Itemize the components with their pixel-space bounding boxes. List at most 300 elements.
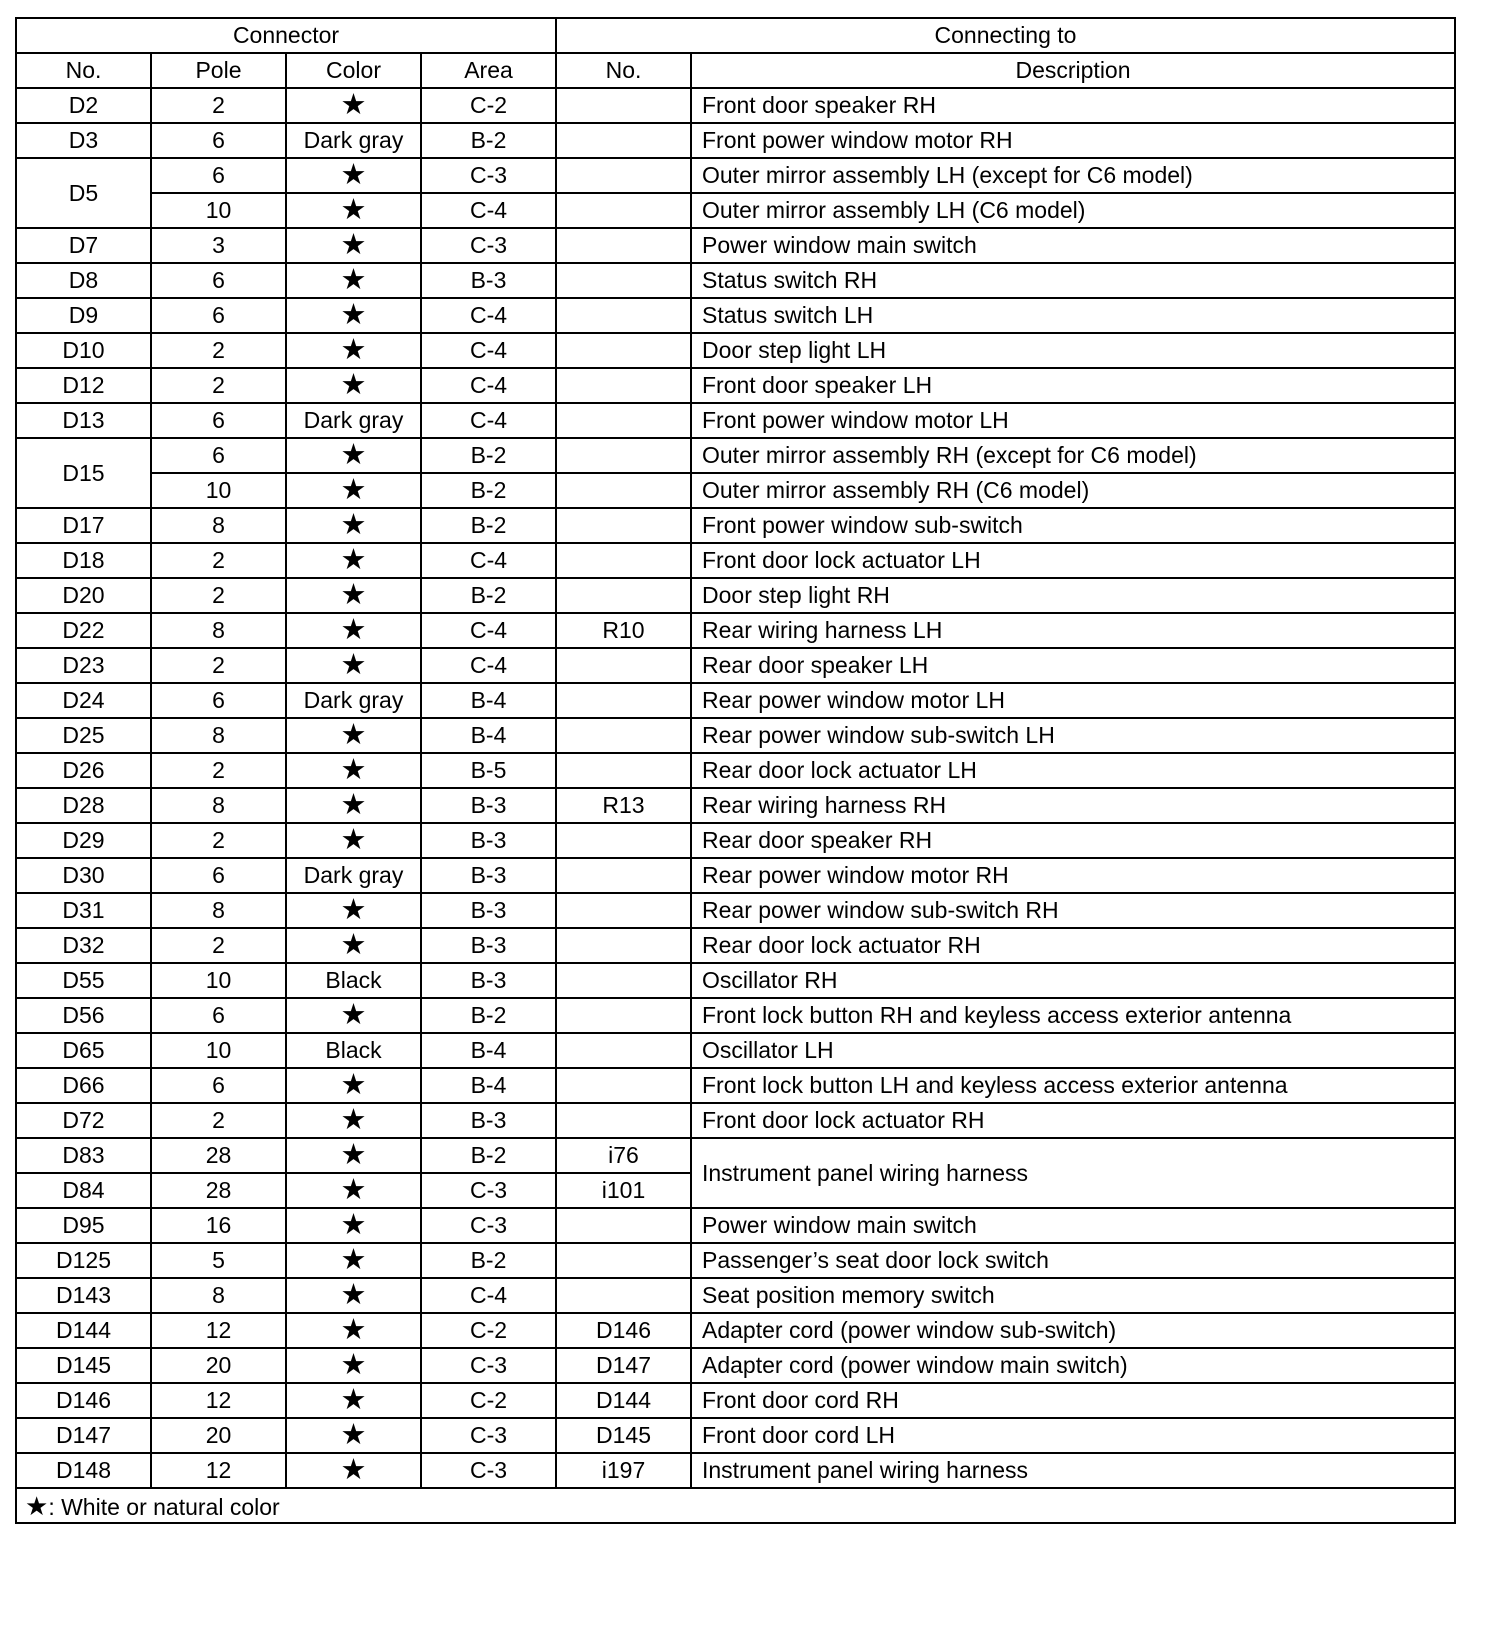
description-cell: Front power window motor LH	[691, 403, 1455, 438]
connector-no-cell: D28	[16, 788, 151, 823]
connector-no-cell: D22	[16, 613, 151, 648]
star-icon: ★	[340, 1174, 367, 1206]
star-icon: ★	[340, 474, 367, 506]
connecting-no-cell: D146	[556, 1313, 691, 1348]
connecting-no-cell	[556, 858, 691, 893]
star-icon: ★	[340, 1279, 367, 1311]
table-row	[16, 403, 1455, 438]
description-cell: Rear wiring harness LH	[691, 613, 1455, 648]
star-icon: ★	[340, 929, 367, 961]
connecting-no-cell	[556, 193, 691, 228]
pole-cell: 6	[151, 403, 286, 438]
star-icon: ★	[25, 1490, 49, 1521]
table-row	[16, 753, 1455, 788]
connector-no-cell: D83	[16, 1138, 151, 1173]
connecting-no-cell	[556, 228, 691, 263]
table-row	[16, 1383, 1455, 1418]
connecting-no-cell	[556, 893, 691, 928]
pole-cell: 2	[151, 648, 286, 683]
color-cell: Dark gray	[286, 403, 421, 438]
description-cell: Seat position memory switch	[691, 1278, 1455, 1313]
table-row	[16, 193, 1455, 228]
star-icon: ★	[340, 509, 367, 541]
area-cell: B-2	[421, 998, 556, 1033]
color-cell	[286, 1173, 421, 1208]
pole-cell: 10	[151, 473, 286, 508]
connector-no-cell: D145	[16, 1348, 151, 1383]
star-icon: ★	[340, 334, 367, 366]
connector-no-cell: D84	[16, 1173, 151, 1208]
area-cell: C-3	[421, 228, 556, 263]
connecting-no-cell	[556, 1278, 691, 1313]
color-cell	[286, 193, 421, 228]
table-row	[16, 613, 1455, 648]
area-cell: B-2	[421, 1243, 556, 1278]
pole-cell: 3	[151, 228, 286, 263]
description-cell: Adapter cord (power window sub-switch)	[691, 1313, 1455, 1348]
connector-no-cell: D125	[16, 1243, 151, 1278]
star-icon: ★	[340, 1244, 367, 1276]
color-cell	[286, 158, 421, 193]
star-icon: ★	[340, 1419, 367, 1451]
area-cell: C-3	[421, 1418, 556, 1453]
area-cell: B-4	[421, 1068, 556, 1103]
connector-no-cell: D65	[16, 1033, 151, 1068]
description-cell: Power window main switch	[691, 1208, 1455, 1243]
area-cell: C-4	[421, 613, 556, 648]
description-cell: Passenger’s seat door lock switch	[691, 1243, 1455, 1278]
connector-no-cell: D143	[16, 1278, 151, 1313]
area-cell: C-4	[421, 333, 556, 368]
star-icon: ★	[340, 544, 367, 576]
area-cell: C-3	[421, 1348, 556, 1383]
color-cell	[286, 333, 421, 368]
connector-no-cell: D26	[16, 753, 151, 788]
description-cell: Front door speaker LH	[691, 368, 1455, 403]
connector-no-cell: D32	[16, 928, 151, 963]
table-row	[16, 508, 1455, 543]
table-row	[16, 368, 1455, 403]
table-row	[16, 1138, 1455, 1173]
color-cell	[286, 893, 421, 928]
description-cell: Door step light RH	[691, 578, 1455, 613]
description-cell: Front lock button RH and keyless access exterior antenna	[691, 998, 1455, 1033]
connecting-no-cell	[556, 718, 691, 753]
star-icon: ★	[340, 999, 367, 1031]
table-row	[16, 88, 1455, 123]
color-cell	[286, 613, 421, 648]
area-column-header: Area	[421, 53, 556, 88]
table-row	[16, 788, 1455, 823]
pole-cell: 5	[151, 1243, 286, 1278]
description-cell: Front door speaker RH	[691, 88, 1455, 123]
connector-no-cell: D95	[16, 1208, 151, 1243]
pole-cell: 6	[151, 298, 286, 333]
connector-no-cell: D29	[16, 823, 151, 858]
connector-no-cell: D13	[16, 403, 151, 438]
connecting-no-cell	[556, 1103, 691, 1138]
area-cell: B-2	[421, 473, 556, 508]
pole-cell: 20	[151, 1418, 286, 1453]
table-row	[16, 123, 1455, 158]
star-icon: ★	[340, 754, 367, 786]
description-cell: Front door cord LH	[691, 1418, 1455, 1453]
color-cell	[286, 368, 421, 403]
description-cell: Rear power window sub-switch RH	[691, 893, 1455, 928]
table-row	[16, 1208, 1455, 1243]
connecting-no-cell: i101	[556, 1173, 691, 1208]
table-row	[16, 893, 1455, 928]
star-icon: ★	[340, 159, 367, 191]
star-icon: ★	[340, 649, 367, 681]
star-icon: ★	[340, 789, 367, 821]
area-cell: C-4	[421, 403, 556, 438]
color-cell: Black	[286, 1033, 421, 1068]
color-cell	[286, 438, 421, 473]
table-row	[16, 1348, 1455, 1383]
connector-no-cell: D20	[16, 578, 151, 613]
connecting-no-cell	[556, 963, 691, 998]
table-row	[16, 963, 1455, 998]
color-cell	[286, 508, 421, 543]
connector-no-cell: D147	[16, 1418, 151, 1453]
star-icon: ★	[340, 229, 367, 261]
table-row	[16, 1068, 1455, 1103]
pole-cell: 2	[151, 928, 286, 963]
area-cell: C-3	[421, 1453, 556, 1488]
pole-cell: 6	[151, 858, 286, 893]
pole-cell: 20	[151, 1348, 286, 1383]
connecting-no-cell	[556, 333, 691, 368]
pole-cell: 2	[151, 753, 286, 788]
description-cell: Front door lock actuator RH	[691, 1103, 1455, 1138]
description-cell: Outer mirror assembly LH (C6 model)	[691, 193, 1455, 228]
star-icon: ★	[340, 1454, 367, 1486]
pole-cell: 8	[151, 893, 286, 928]
connector-no-cell: D15	[16, 438, 151, 508]
pole-cell: 6	[151, 158, 286, 193]
star-icon: ★	[340, 194, 367, 226]
description-cell: Rear power window motor LH	[691, 683, 1455, 718]
connecting-no-cell: R10	[556, 613, 691, 648]
connector-no-cell: D31	[16, 893, 151, 928]
star-icon: ★	[340, 1349, 367, 1381]
pole-cell: 10	[151, 963, 286, 998]
color-cell: Dark gray	[286, 123, 421, 158]
connector-no-cell: D18	[16, 543, 151, 578]
description-cell: Front door lock actuator LH	[691, 543, 1455, 578]
pole-cell: 8	[151, 508, 286, 543]
connecting-no-cell	[556, 298, 691, 333]
pole-cell: 6	[151, 123, 286, 158]
connector-no-cell: D55	[16, 963, 151, 998]
header-group-row	[16, 18, 1455, 53]
color-cell	[286, 1068, 421, 1103]
color-cell	[286, 998, 421, 1033]
table-row	[16, 543, 1455, 578]
area-cell: B-2	[421, 1138, 556, 1173]
color-cell	[286, 1243, 421, 1278]
connecting-no-cell	[556, 1208, 691, 1243]
star-icon: ★	[340, 1139, 367, 1171]
pole-cell: 16	[151, 1208, 286, 1243]
connecting-no-column-header: No.	[556, 53, 691, 88]
connector-no-cell: D7	[16, 228, 151, 263]
connecting-no-cell	[556, 683, 691, 718]
connecting-no-cell	[556, 1068, 691, 1103]
area-cell: B-4	[421, 718, 556, 753]
description-cell: Outer mirror assembly RH (C6 model)	[691, 473, 1455, 508]
color-cell	[286, 228, 421, 263]
area-cell: C-4	[421, 193, 556, 228]
connector-no-cell: D24	[16, 683, 151, 718]
connector-no-cell: D8	[16, 263, 151, 298]
description-cell: Rear power window motor RH	[691, 858, 1455, 893]
connector-no-cell: D9	[16, 298, 151, 333]
connector-no-cell: D144	[16, 1313, 151, 1348]
color-cell	[286, 1418, 421, 1453]
color-cell	[286, 1453, 421, 1488]
area-cell: C-3	[421, 1208, 556, 1243]
area-cell: C-4	[421, 648, 556, 683]
connector-no-cell: D2	[16, 88, 151, 123]
color-column-header: Color	[286, 53, 421, 88]
area-cell: B-4	[421, 683, 556, 718]
connector-no-cell: D23	[16, 648, 151, 683]
table-row	[16, 473, 1455, 508]
star-icon: ★	[340, 894, 367, 926]
star-icon: ★	[340, 299, 367, 331]
connecting-no-cell	[556, 578, 691, 613]
pole-cell: 2	[151, 88, 286, 123]
pole-cell: 12	[151, 1383, 286, 1418]
area-cell: C-2	[421, 1313, 556, 1348]
connector-no-cell: D56	[16, 998, 151, 1033]
connector-no-cell: D146	[16, 1383, 151, 1418]
area-cell: B-3	[421, 963, 556, 998]
area-cell: C-2	[421, 1383, 556, 1418]
table-row	[16, 683, 1455, 718]
table-row	[16, 998, 1455, 1033]
color-cell	[286, 298, 421, 333]
pole-cell: 2	[151, 823, 286, 858]
color-cell: Black	[286, 963, 421, 998]
connecting-no-cell: D144	[556, 1383, 691, 1418]
connecting-no-cell	[556, 403, 691, 438]
pole-cell: 2	[151, 333, 286, 368]
area-cell: B-2	[421, 123, 556, 158]
area-cell: B-3	[421, 263, 556, 298]
description-cell: Rear door speaker RH	[691, 823, 1455, 858]
color-cell	[286, 473, 421, 508]
connecting-no-cell: D147	[556, 1348, 691, 1383]
pole-cell: 8	[151, 1278, 286, 1313]
legend-row	[16, 1488, 1455, 1523]
star-icon: ★	[340, 369, 367, 401]
connecting-no-cell	[556, 123, 691, 158]
pole-cell: 6	[151, 263, 286, 298]
connecting-no-cell: i197	[556, 1453, 691, 1488]
color-cell	[286, 1103, 421, 1138]
connecting-no-cell	[556, 753, 691, 788]
table-row	[16, 158, 1455, 193]
connecting-no-cell	[556, 368, 691, 403]
area-cell: B-3	[421, 928, 556, 963]
description-cell: Rear door lock actuator RH	[691, 928, 1455, 963]
connecting-no-cell	[556, 473, 691, 508]
star-icon: ★	[340, 264, 367, 296]
legend-text: : White or natural color	[48, 1493, 280, 1520]
area-cell: B-3	[421, 858, 556, 893]
color-cell	[286, 753, 421, 788]
connecting-no-cell	[556, 88, 691, 123]
color-cell	[286, 648, 421, 683]
connector-no-cell: D10	[16, 333, 151, 368]
star-icon: ★	[340, 579, 367, 611]
connecting-no-cell	[556, 158, 691, 193]
star-icon: ★	[340, 1314, 367, 1346]
connector-no-cell: D30	[16, 858, 151, 893]
pole-cell: 2	[151, 368, 286, 403]
color-cell	[286, 1208, 421, 1243]
connecting-no-cell	[556, 1243, 691, 1278]
pole-cell: 10	[151, 193, 286, 228]
color-cell	[286, 718, 421, 753]
table-row	[16, 1418, 1455, 1453]
connecting-no-cell	[556, 508, 691, 543]
connecting-no-cell	[556, 543, 691, 578]
connecting-no-cell	[556, 263, 691, 298]
connecting-no-cell	[556, 1033, 691, 1068]
table-row	[16, 1453, 1455, 1488]
description-cell: Front power window motor RH	[691, 123, 1455, 158]
area-cell: B-2	[421, 508, 556, 543]
table-row	[16, 1103, 1455, 1138]
description-column-header: Description	[691, 53, 1455, 88]
area-cell: B-4	[421, 1033, 556, 1068]
connecting-no-cell	[556, 928, 691, 963]
area-cell: C-4	[421, 368, 556, 403]
connecting-no-cell: D145	[556, 1418, 691, 1453]
table-row	[16, 263, 1455, 298]
description-cell: Door step light LH	[691, 333, 1455, 368]
table-row	[16, 438, 1455, 473]
connecting-no-cell: i76	[556, 1138, 691, 1173]
pole-cell: 2	[151, 578, 286, 613]
star-icon: ★	[340, 1209, 367, 1241]
area-cell: B-3	[421, 788, 556, 823]
color-cell	[286, 1383, 421, 1418]
connector-no-cell: D66	[16, 1068, 151, 1103]
table-row	[16, 298, 1455, 333]
pole-cell: 2	[151, 543, 286, 578]
description-cell: Front lock button LH and keyless access exterior antenna	[691, 1068, 1455, 1103]
table-row	[16, 858, 1455, 893]
description-cell: Outer mirror assembly LH (except for C6 model)	[691, 158, 1455, 193]
color-cell	[286, 543, 421, 578]
color-cell	[286, 1348, 421, 1383]
description-cell: Oscillator LH	[691, 1033, 1455, 1068]
description-cell: Status switch LH	[691, 298, 1455, 333]
star-icon: ★	[340, 1069, 367, 1101]
pole-cell: 28	[151, 1173, 286, 1208]
connecting-no-cell	[556, 823, 691, 858]
area-cell: C-3	[421, 1173, 556, 1208]
pole-cell: 12	[151, 1453, 286, 1488]
pole-cell: 6	[151, 998, 286, 1033]
table-row	[16, 1313, 1455, 1348]
pole-cell: 6	[151, 438, 286, 473]
color-cell	[286, 1138, 421, 1173]
star-icon: ★	[340, 1384, 367, 1416]
table-row	[16, 578, 1455, 613]
pole-cell: 12	[151, 1313, 286, 1348]
description-cell: Adapter cord (power window main switch)	[691, 1348, 1455, 1383]
area-cell: C-3	[421, 158, 556, 193]
area-cell: C-2	[421, 88, 556, 123]
area-cell: C-4	[421, 1278, 556, 1313]
connector-no-cell: D5	[16, 158, 151, 228]
connector-group-header: Connector	[16, 18, 556, 53]
pole-cell: 8	[151, 613, 286, 648]
table-row	[16, 1243, 1455, 1278]
pole-cell: 6	[151, 1068, 286, 1103]
connector-no-cell: D17	[16, 508, 151, 543]
description-cell: Status switch RH	[691, 263, 1455, 298]
description-cell: Oscillator RH	[691, 963, 1455, 998]
star-icon: ★	[340, 89, 367, 121]
area-cell: C-4	[421, 298, 556, 333]
connecting-no-cell: R13	[556, 788, 691, 823]
color-cell	[286, 928, 421, 963]
pole-cell: 8	[151, 718, 286, 753]
color-cell: Dark gray	[286, 858, 421, 893]
table-row	[16, 1278, 1455, 1313]
pole-cell: 6	[151, 683, 286, 718]
table-row	[16, 1033, 1455, 1068]
description-cell: Rear power window sub-switch LH	[691, 718, 1455, 753]
pole-column-header: Pole	[151, 53, 286, 88]
description-cell: Instrument panel wiring harness	[691, 1453, 1455, 1488]
description-cell: Front door cord RH	[691, 1383, 1455, 1418]
star-icon: ★	[340, 824, 367, 856]
description-cell: Rear wiring harness RH	[691, 788, 1455, 823]
description-cell: Outer mirror assembly RH (except for C6 model)	[691, 438, 1455, 473]
area-cell: B-2	[421, 578, 556, 613]
table-row	[16, 228, 1455, 263]
connecting-no-cell	[556, 648, 691, 683]
description-cell: Power window main switch	[691, 228, 1455, 263]
connector-no-cell: D3	[16, 123, 151, 158]
color-cell	[286, 788, 421, 823]
color-cell	[286, 1278, 421, 1313]
connector-no-cell: D148	[16, 1453, 151, 1488]
description-cell: Instrument panel wiring harness	[691, 1138, 1455, 1208]
pole-cell: 8	[151, 788, 286, 823]
star-icon: ★	[340, 719, 367, 751]
table-row	[16, 648, 1455, 683]
table-row	[16, 928, 1455, 963]
table-row	[16, 823, 1455, 858]
area-cell: B-5	[421, 753, 556, 788]
color-cell	[286, 823, 421, 858]
area-cell: B-3	[421, 823, 556, 858]
legend	[16, 1488, 1455, 1523]
connecting-to-group-header: Connecting to	[556, 18, 1455, 53]
connector-no-cell: D72	[16, 1103, 151, 1138]
table-row	[16, 333, 1455, 368]
color-cell	[286, 578, 421, 613]
